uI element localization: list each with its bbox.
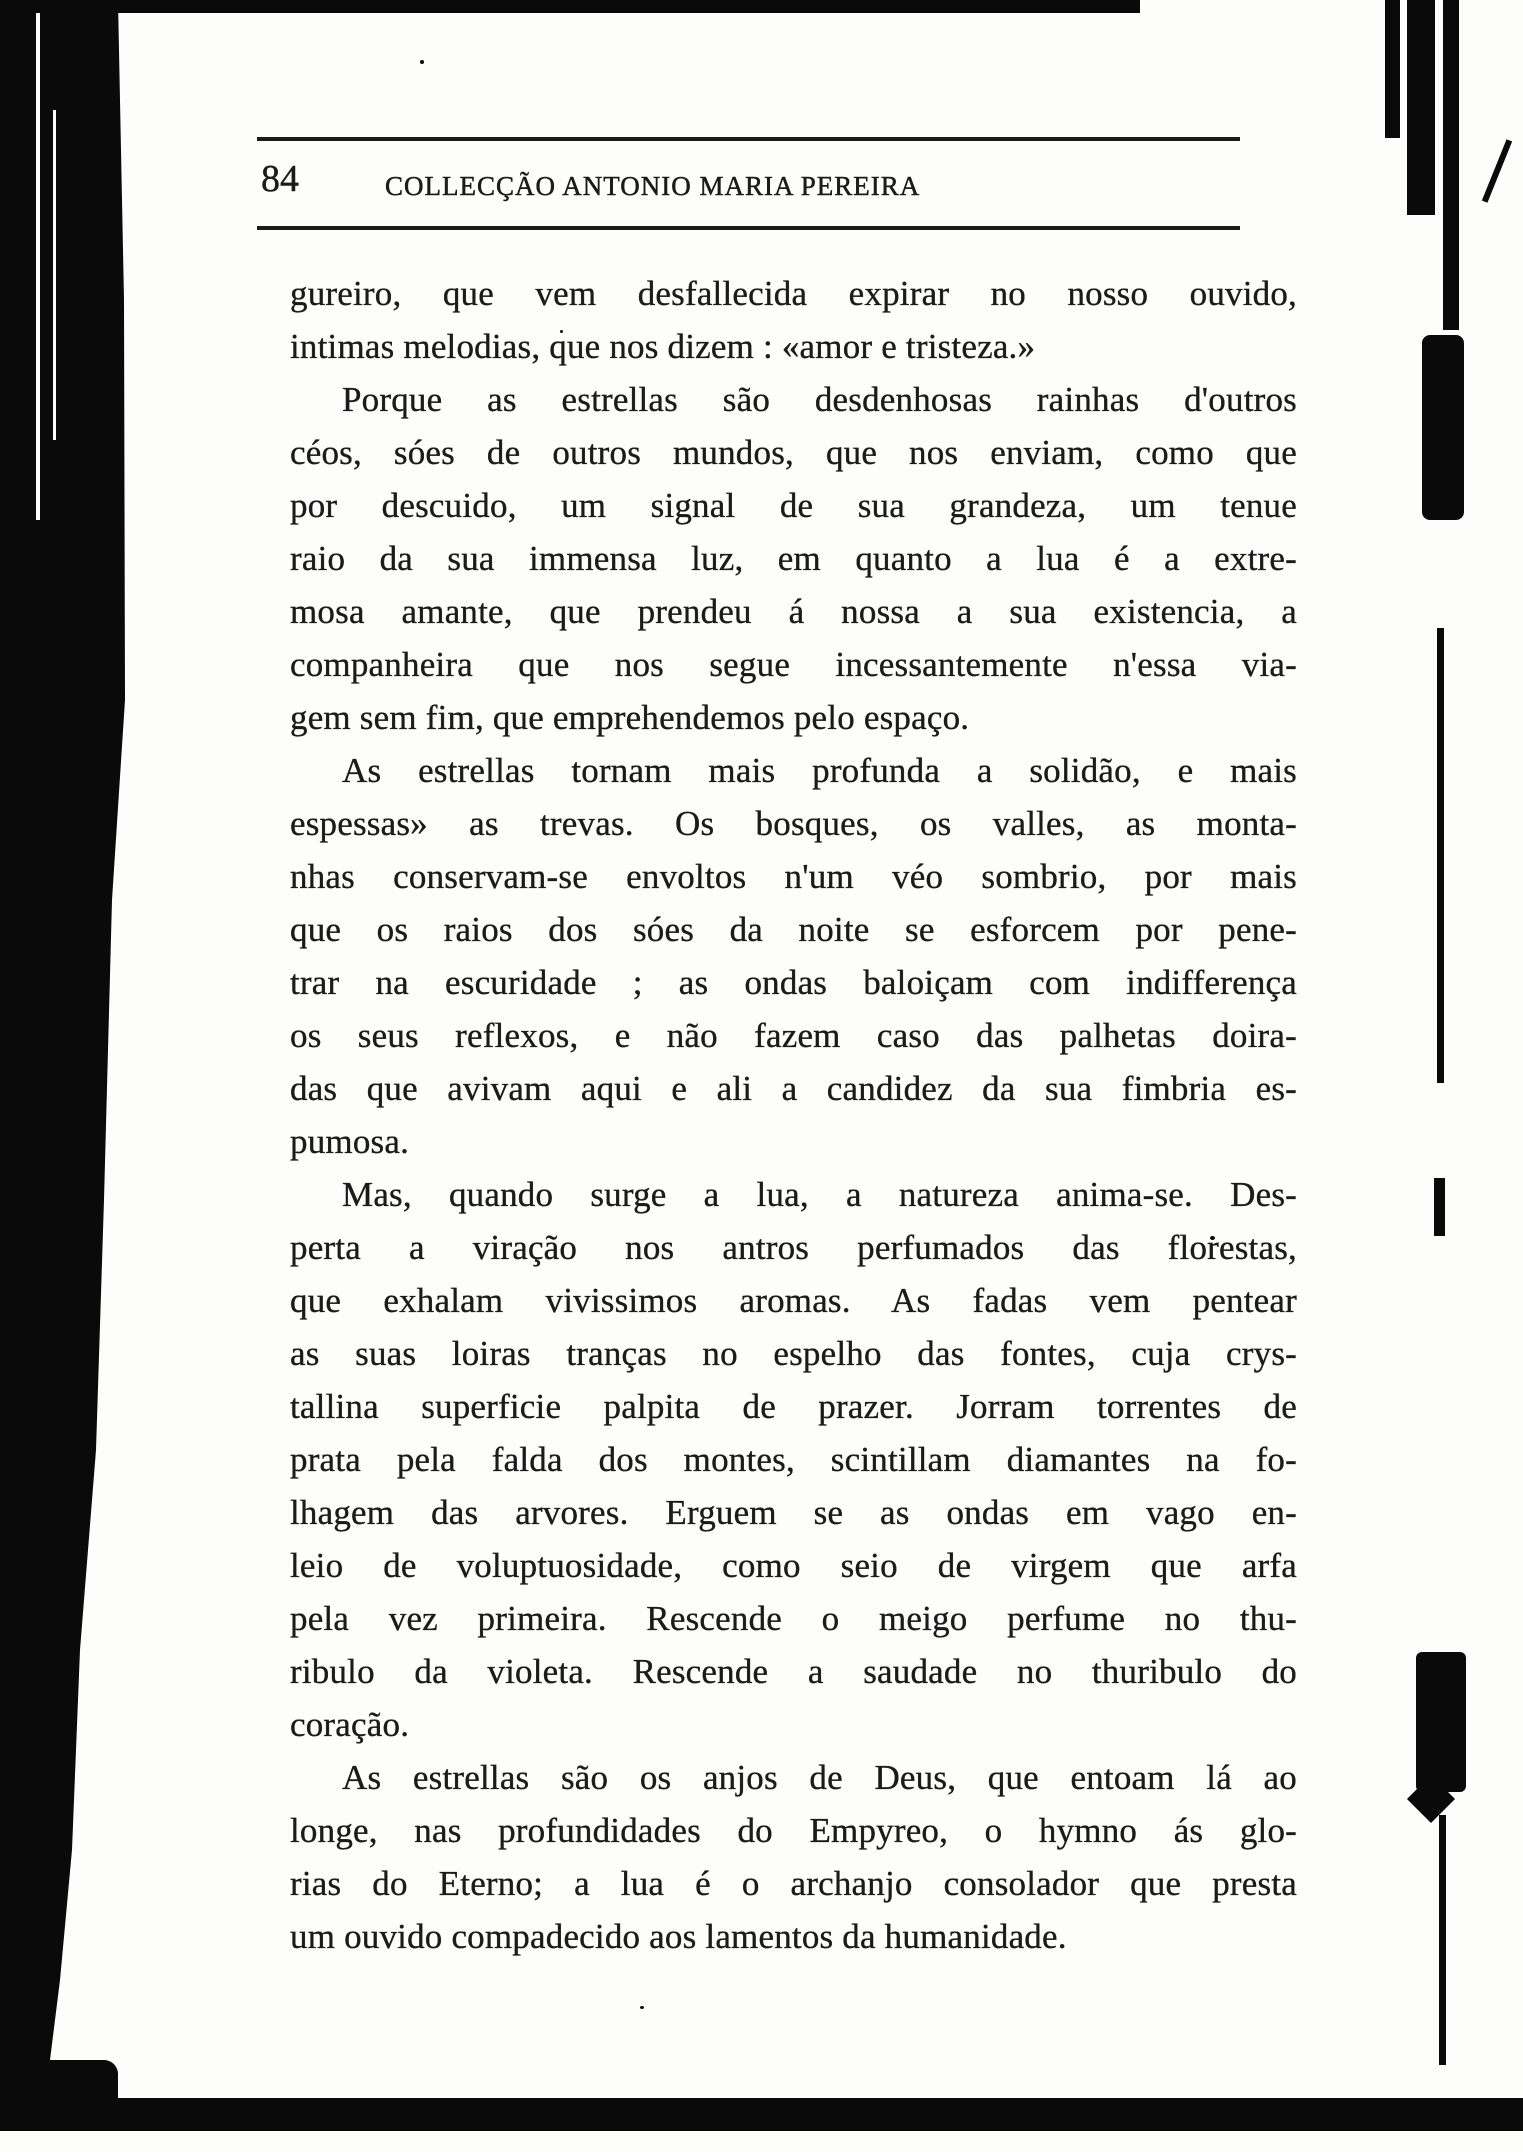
text-line: tallina superficie palpita de prazer. Jorram torrentes de bbox=[290, 1387, 1297, 1426]
scan-artifact-binding-mark bbox=[1416, 1652, 1466, 1792]
scan-artifact-binding-line bbox=[1439, 1815, 1446, 2065]
text-line: leio de voluptuosidade, como seio de virgem que arfa bbox=[290, 1546, 1297, 1585]
scan-artifact-top-right-bar bbox=[1443, 0, 1459, 330]
running-title: COLLECÇÃO ANTONIO MARIA PEREIRA bbox=[385, 171, 921, 201]
text-line: as suas loiras tranças no espelho das fontes, cuja crys- bbox=[290, 1334, 1297, 1373]
text-line: por descuido, um signal de sua grandeza, um tenue bbox=[290, 486, 1297, 525]
text-line: prata pela falda dos montes, scintillam diamantes na fo- bbox=[290, 1440, 1297, 1479]
text-line: ribulo da violeta. Rescende a saudade no thuribulo do bbox=[290, 1652, 1297, 1691]
header-rule-top bbox=[257, 137, 1240, 141]
scan-artifact-white-streak bbox=[53, 110, 56, 440]
scan-artifact-top-strip bbox=[0, 0, 1140, 13]
text-line: das que avivam aqui e ali a candidez da sua fimbria es- bbox=[290, 1069, 1297, 1108]
header-rule-bottom bbox=[257, 226, 1240, 230]
text-line: trar na escuridade ; as ondas baloiçam com indifferença bbox=[290, 963, 1297, 1002]
text-line: que exhalam vivissimos aromas. As fadas vem pentear bbox=[290, 1281, 1297, 1320]
text-line: nhas conservam-se envoltos n'um véo sombrio, por mais bbox=[290, 857, 1297, 896]
scan-artifact-top-right-bar bbox=[1385, 0, 1400, 138]
text-line: os seus reflexos, e não fazem caso das palhetas doira- bbox=[290, 1016, 1297, 1055]
scan-artifact-top-right-bar bbox=[1407, 0, 1435, 215]
page-number: 84 bbox=[261, 158, 299, 200]
scan-artifact-binding-mark bbox=[1422, 335, 1464, 520]
text-line: espessas» as trevas. Os bosques, os valles, as monta- bbox=[290, 804, 1297, 843]
text-line: longe, nas profundidades do Empyreo, o hymno ás glo- bbox=[290, 1811, 1297, 1850]
scan-artifact-binding-line bbox=[1437, 628, 1444, 1083]
text-line: intimas melodias, que nos dizem : «amor e tristeza.» bbox=[290, 327, 1036, 366]
text-line: céos, sóes de outros mundos, que nos enviam, como que bbox=[290, 433, 1297, 472]
text-line: gem sem fim, que emprehendemos pelo espaço. bbox=[290, 698, 970, 737]
scan-artifact-bottom-strip bbox=[0, 2098, 1523, 2131]
scan-artifact-bottom-left-blob bbox=[28, 2060, 118, 2102]
text-line: que os raios dos sóes da noite se esforcem por pene- bbox=[290, 910, 1297, 949]
text-line: coração. bbox=[290, 1705, 410, 1744]
text-line: perta a viração nos antros perfumados das florestas, bbox=[290, 1228, 1297, 1267]
text-line: mosa amante, que prendeu á nossa a sua existencia, a bbox=[290, 592, 1297, 631]
text-line: pela vez primeira. Rescende o meigo perfume no thu- bbox=[290, 1599, 1297, 1638]
text-line: As estrellas tornam mais profunda a solidão, e mais bbox=[342, 751, 1297, 790]
scan-artifact-binding-mark bbox=[1434, 1178, 1445, 1236]
scan-artifact-left-band bbox=[0, 0, 126, 2098]
scan-artifact-speck bbox=[420, 60, 424, 64]
text-line: Porque as estrellas são desdenhosas rainhas d'outros bbox=[342, 380, 1297, 419]
text-line: As estrellas são os anjos de Deus, que entoam lá ao bbox=[342, 1758, 1297, 1797]
scan-artifact-speck bbox=[640, 2006, 644, 2009]
text-line: lhagem das arvores. Erguem se as ondas em vago en- bbox=[290, 1493, 1297, 1532]
text-line: gureiro, que vem desfallecida expirar no nosso ouvido, bbox=[290, 274, 1297, 313]
text-line: pumosa. bbox=[290, 1122, 410, 1161]
scan-artifact-slash-mark bbox=[1482, 139, 1512, 202]
scan-artifact-white-streak bbox=[36, 0, 40, 520]
text-line: Mas, quando surge a lua, a natureza anima-se. Des- bbox=[342, 1175, 1297, 1214]
body-text bbox=[290, 267, 1297, 1963]
text-line: companheira que nos segue incessantemente n'essa via- bbox=[290, 645, 1297, 684]
text-line: um ouvido compadecido aos lamentos da humanidade. bbox=[290, 1917, 1067, 1956]
text-line: rias do Eterno; a lua é o archanjo consolador que presta bbox=[290, 1864, 1297, 1903]
text-line: raio da sua immensa luz, em quanto a lua é a extre- bbox=[290, 539, 1297, 578]
